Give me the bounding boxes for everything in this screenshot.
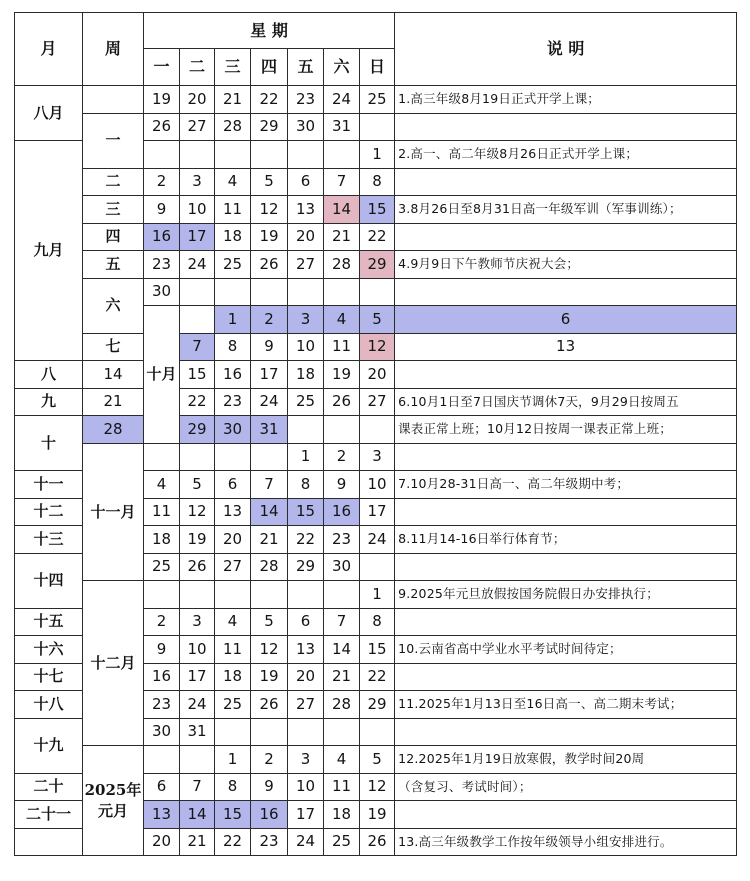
day-cell: 9 — [324, 471, 360, 499]
day-cell: 10 — [288, 333, 324, 361]
day-cell: 10 — [180, 636, 215, 664]
day-cell: 12 — [180, 498, 215, 526]
day-cell: 28 — [251, 553, 288, 581]
day-cell: 1 — [215, 746, 251, 774]
table-row — [15, 746, 737, 774]
week-number: 六 — [83, 278, 144, 333]
week-number: 十四 — [15, 553, 83, 608]
table-row — [15, 251, 737, 279]
day-cell: 8 — [288, 471, 324, 499]
table-row — [15, 86, 737, 114]
day-cell: 20 — [215, 526, 251, 554]
day-cell: 7 — [251, 471, 288, 499]
school-calendar-table — [14, 12, 737, 856]
day-cell: 29 — [360, 691, 395, 719]
day-cell: 22 — [288, 526, 324, 554]
week-number: 十三 — [15, 526, 83, 554]
day-cell: 11 — [144, 498, 180, 526]
day-cell: 18 — [144, 526, 180, 554]
day-cell: 12 — [251, 636, 288, 664]
day-cell: 29 — [360, 251, 395, 279]
day-cell: 24 — [180, 251, 215, 279]
note-cell: 9.2025年元旦放假按国务院假日办安排执行； — [395, 581, 737, 609]
day-cell: 11 — [324, 333, 360, 361]
day-cell: 22 — [251, 86, 288, 114]
day-cell: 21 — [83, 388, 144, 416]
day-cell: 4 — [324, 306, 360, 334]
week-number: 二十一 — [15, 801, 83, 829]
note-cell: 4.9月9日下午教师节庆祝大会； — [395, 251, 737, 279]
day-cell: 21 — [324, 663, 360, 691]
day-cell: 7 — [324, 168, 360, 196]
note-cell — [395, 553, 737, 581]
day-cell — [360, 278, 395, 306]
day-cell: 6 — [395, 306, 737, 334]
day-cell: 27 — [215, 553, 251, 581]
day-cell: 8 — [360, 168, 395, 196]
day-cell: 27 — [360, 388, 395, 416]
day-cell — [251, 141, 288, 169]
day-cell: 16 — [144, 663, 180, 691]
day-cell: 5 — [360, 746, 395, 774]
table-row — [15, 278, 737, 306]
day-cell — [215, 581, 251, 609]
table-row — [15, 168, 737, 196]
day-cell: 16 — [251, 801, 288, 829]
note-cell — [395, 663, 737, 691]
day-cell: 29 — [180, 416, 215, 444]
day-cell: 31 — [251, 416, 288, 444]
day-cell — [360, 416, 395, 444]
day-cell: 9 — [144, 636, 180, 664]
week-number: 十八 — [15, 691, 83, 719]
day-cell: 13 — [288, 196, 324, 224]
note-cell: 13.高三年级教学工作按年级领导小组安排进行。 — [395, 828, 737, 856]
day-cell: 28 — [324, 251, 360, 279]
day-cell: 27 — [288, 691, 324, 719]
day-cell: 30 — [324, 553, 360, 581]
week-number: 三 — [83, 196, 144, 224]
day-cell: 30 — [144, 278, 180, 306]
day-cell: 15 — [288, 498, 324, 526]
day-cell — [251, 581, 288, 609]
day-cell: 7 — [324, 608, 360, 636]
day-cell: 14 — [180, 801, 215, 829]
table-row — [15, 223, 737, 251]
day-cell: 19 — [144, 86, 180, 114]
day-cell — [215, 278, 251, 306]
day-cell: 10 — [360, 471, 395, 499]
day-cell: 20 — [144, 828, 180, 856]
note-cell — [395, 498, 737, 526]
day-cell — [215, 443, 251, 471]
table-row — [15, 443, 737, 471]
day-cell: 5 — [360, 306, 395, 334]
day-cell: 14 — [251, 498, 288, 526]
day-cell — [180, 278, 215, 306]
day-cell: 20 — [288, 663, 324, 691]
note-cell — [395, 113, 737, 141]
table-row — [15, 416, 737, 444]
day-cell: 24 — [288, 828, 324, 856]
day-cell: 15 — [360, 196, 395, 224]
day-cell: 17 — [251, 361, 288, 389]
day-cell: 25 — [360, 86, 395, 114]
day-cell: 23 — [324, 526, 360, 554]
day-cell — [324, 581, 360, 609]
day-cell: 6 — [288, 608, 324, 636]
day-cell: 6 — [288, 168, 324, 196]
note-cell: 2.高一、高二年级8月26日正式开学上课； — [395, 141, 737, 169]
header-week: 周 — [83, 13, 144, 86]
day-cell: 14 — [83, 361, 144, 389]
day-cell: 8 — [360, 608, 395, 636]
day-cell: 4 — [215, 608, 251, 636]
day-cell: 2 — [251, 306, 288, 334]
day-cell — [180, 141, 215, 169]
day-cell: 19 — [251, 223, 288, 251]
day-cell: 25 — [288, 388, 324, 416]
day-cell: 3 — [288, 306, 324, 334]
day-cell — [180, 746, 215, 774]
day-cell: 18 — [215, 663, 251, 691]
day-cell: 13 — [144, 801, 180, 829]
day-cell: 1 — [215, 306, 251, 334]
day-cell: 29 — [251, 113, 288, 141]
day-cell — [288, 581, 324, 609]
week-number — [15, 828, 83, 856]
day-cell: 16 — [324, 498, 360, 526]
day-cell: 9 — [251, 333, 288, 361]
day-cell: 14 — [324, 196, 360, 224]
day-cell: 22 — [180, 388, 215, 416]
day-cell: 28 — [324, 691, 360, 719]
weekday-header: 三 — [215, 49, 251, 86]
day-cell: 3 — [288, 746, 324, 774]
day-cell: 26 — [251, 691, 288, 719]
day-cell: 20 — [288, 223, 324, 251]
note-cell: 11.2025年1月13日至16日高一、高二期末考试； — [395, 691, 737, 719]
day-cell: 10 — [180, 196, 215, 224]
day-cell: 28 — [215, 113, 251, 141]
day-cell: 20 — [180, 86, 215, 114]
week-number: 九 — [15, 388, 83, 416]
day-cell: 19 — [360, 801, 395, 829]
day-cell: 26 — [324, 388, 360, 416]
week-number: 二 — [83, 168, 144, 196]
day-cell — [215, 141, 251, 169]
header-weekday-group: 星 期 — [144, 13, 395, 49]
weekday-header: 五 — [288, 49, 324, 86]
note-cell — [395, 278, 737, 306]
day-cell: 29 — [288, 553, 324, 581]
table-row — [15, 361, 737, 389]
day-cell: 1 — [360, 581, 395, 609]
day-cell: 30 — [215, 416, 251, 444]
day-cell — [360, 718, 395, 746]
week-number: 十一 — [15, 471, 83, 499]
day-cell — [288, 278, 324, 306]
day-cell: 25 — [215, 691, 251, 719]
week-number: 十 — [15, 416, 83, 471]
day-cell: 25 — [324, 828, 360, 856]
day-cell — [251, 443, 288, 471]
month-label: 十一月 — [83, 443, 144, 581]
day-cell: 22 — [215, 828, 251, 856]
note-cell: 8.11月14-16日举行体育节； — [395, 526, 737, 554]
day-cell — [288, 141, 324, 169]
day-cell — [144, 443, 180, 471]
day-cell: 2 — [144, 608, 180, 636]
day-cell: 22 — [360, 663, 395, 691]
day-cell: 1 — [288, 443, 324, 471]
week-number: 十六 — [15, 636, 83, 664]
day-cell: 17 — [180, 663, 215, 691]
day-cell: 12 — [360, 773, 395, 801]
note-cell — [395, 443, 737, 471]
day-cell: 7 — [180, 773, 215, 801]
day-cell: 1 — [360, 141, 395, 169]
day-cell: 8 — [215, 333, 251, 361]
day-cell: 15 — [360, 636, 395, 664]
day-cell — [324, 278, 360, 306]
day-cell: 9 — [144, 196, 180, 224]
header-month: 月 — [15, 13, 83, 86]
note-cell — [395, 361, 737, 389]
day-cell: 26 — [360, 828, 395, 856]
day-cell: 4 — [324, 746, 360, 774]
day-cell — [180, 581, 215, 609]
table-row — [15, 388, 737, 416]
day-cell — [288, 416, 324, 444]
day-cell: 23 — [251, 828, 288, 856]
day-cell — [288, 718, 324, 746]
note-cell — [395, 223, 737, 251]
day-cell: 16 — [144, 223, 180, 251]
day-cell: 2 — [324, 443, 360, 471]
day-cell: 19 — [180, 526, 215, 554]
day-cell — [180, 306, 215, 334]
note-cell — [395, 718, 737, 746]
day-cell: 8 — [215, 773, 251, 801]
note-cell — [395, 168, 737, 196]
month-label: 八月 — [15, 86, 83, 141]
day-cell — [144, 581, 180, 609]
day-cell: 13 — [288, 636, 324, 664]
day-cell: 18 — [288, 361, 324, 389]
note-cell: （含复习、考试时间）； — [395, 773, 737, 801]
day-cell: 20 — [360, 361, 395, 389]
day-cell: 13 — [215, 498, 251, 526]
note-cell: 6.10月1日至7日国庆节调休7天，9月29日按周五 — [395, 388, 737, 416]
note-cell — [395, 608, 737, 636]
day-cell: 2 — [251, 746, 288, 774]
day-cell — [144, 746, 180, 774]
day-cell — [251, 278, 288, 306]
day-cell: 3 — [360, 443, 395, 471]
day-cell: 26 — [180, 553, 215, 581]
day-cell: 21 — [215, 86, 251, 114]
day-cell: 16 — [215, 361, 251, 389]
day-cell: 24 — [180, 691, 215, 719]
note-cell — [395, 801, 737, 829]
day-cell: 22 — [360, 223, 395, 251]
month-label: 十二月 — [83, 581, 144, 746]
weekday-header: 二 — [180, 49, 215, 86]
day-cell: 6 — [144, 773, 180, 801]
day-cell: 23 — [144, 251, 180, 279]
day-cell: 27 — [288, 251, 324, 279]
week-number: 七 — [83, 333, 144, 361]
day-cell — [215, 718, 251, 746]
day-cell: 31 — [324, 113, 360, 141]
day-cell: 19 — [324, 361, 360, 389]
table-row — [15, 196, 737, 224]
day-cell: 25 — [215, 251, 251, 279]
week-number: 一 — [83, 113, 144, 168]
day-cell: 24 — [360, 526, 395, 554]
week-number: 八 — [15, 361, 83, 389]
day-cell: 31 — [180, 718, 215, 746]
day-cell: 30 — [144, 718, 180, 746]
day-cell: 24 — [324, 86, 360, 114]
day-cell: 3 — [180, 168, 215, 196]
day-cell — [324, 416, 360, 444]
day-cell: 11 — [324, 773, 360, 801]
day-cell: 5 — [251, 608, 288, 636]
day-cell: 18 — [215, 223, 251, 251]
week-number: 十九 — [15, 718, 83, 773]
month-label: 十月 — [144, 306, 180, 444]
note-cell: 7.10月28-31日高一、高二年级期中考； — [395, 471, 737, 499]
day-cell — [144, 141, 180, 169]
day-cell: 28 — [83, 416, 144, 444]
day-cell: 4 — [144, 471, 180, 499]
weekday-header: 一 — [144, 49, 180, 86]
day-cell: 7 — [180, 333, 215, 361]
day-cell — [360, 113, 395, 141]
weekday-header: 六 — [324, 49, 360, 86]
day-cell: 10 — [288, 773, 324, 801]
note-cell: 3.8月26日至8月31日高一年级军训（军事训练）； — [395, 196, 737, 224]
table-row — [15, 333, 737, 361]
week-number — [83, 86, 144, 114]
day-cell: 6 — [215, 471, 251, 499]
header-notes: 说 明 — [395, 13, 737, 86]
weekday-header: 四 — [251, 49, 288, 86]
day-cell: 23 — [288, 86, 324, 114]
week-number: 二十 — [15, 773, 83, 801]
day-cell — [180, 443, 215, 471]
day-cell: 5 — [180, 471, 215, 499]
month-label: 九月 — [15, 141, 83, 361]
note-cell: 12.2025年1月19日放寒假，教学时间20周 — [395, 746, 737, 774]
week-number: 四 — [83, 223, 144, 251]
month-label: 2025年 元月 — [83, 746, 144, 856]
day-cell: 15 — [180, 361, 215, 389]
day-cell: 17 — [288, 801, 324, 829]
day-cell: 23 — [215, 388, 251, 416]
day-cell — [324, 141, 360, 169]
week-number: 十七 — [15, 663, 83, 691]
day-cell: 27 — [180, 113, 215, 141]
day-cell: 17 — [180, 223, 215, 251]
day-cell: 25 — [144, 553, 180, 581]
day-cell: 21 — [324, 223, 360, 251]
day-cell: 12 — [251, 196, 288, 224]
day-cell: 3 — [180, 608, 215, 636]
note-cell: 课表正常上班；10月12日按周一课表正常上班； — [395, 416, 737, 444]
week-number: 五 — [83, 251, 144, 279]
day-cell — [324, 718, 360, 746]
note-cell: 1.高三年级8月19日正式开学上课； — [395, 86, 737, 114]
day-cell: 30 — [288, 113, 324, 141]
day-cell — [360, 553, 395, 581]
day-cell: 26 — [144, 113, 180, 141]
day-cell: 12 — [360, 333, 395, 361]
day-cell — [251, 718, 288, 746]
day-cell: 17 — [360, 498, 395, 526]
day-cell: 11 — [215, 196, 251, 224]
day-cell: 18 — [324, 801, 360, 829]
table-row — [15, 581, 737, 609]
day-cell: 11 — [215, 636, 251, 664]
note-cell: 10.云南省高中学业水平考试时间待定； — [395, 636, 737, 664]
day-cell: 9 — [251, 773, 288, 801]
day-cell: 14 — [324, 636, 360, 664]
day-cell: 24 — [251, 388, 288, 416]
day-cell: 4 — [215, 168, 251, 196]
day-cell: 21 — [180, 828, 215, 856]
table-row — [15, 113, 737, 141]
day-cell: 5 — [251, 168, 288, 196]
day-cell: 19 — [251, 663, 288, 691]
weekday-header: 日 — [360, 49, 395, 86]
day-cell: 2 — [144, 168, 180, 196]
day-cell: 21 — [251, 526, 288, 554]
day-cell: 23 — [144, 691, 180, 719]
day-cell: 13 — [395, 333, 737, 361]
day-cell: 26 — [251, 251, 288, 279]
day-cell: 15 — [215, 801, 251, 829]
week-number: 十二 — [15, 498, 83, 526]
week-number: 十五 — [15, 608, 83, 636]
